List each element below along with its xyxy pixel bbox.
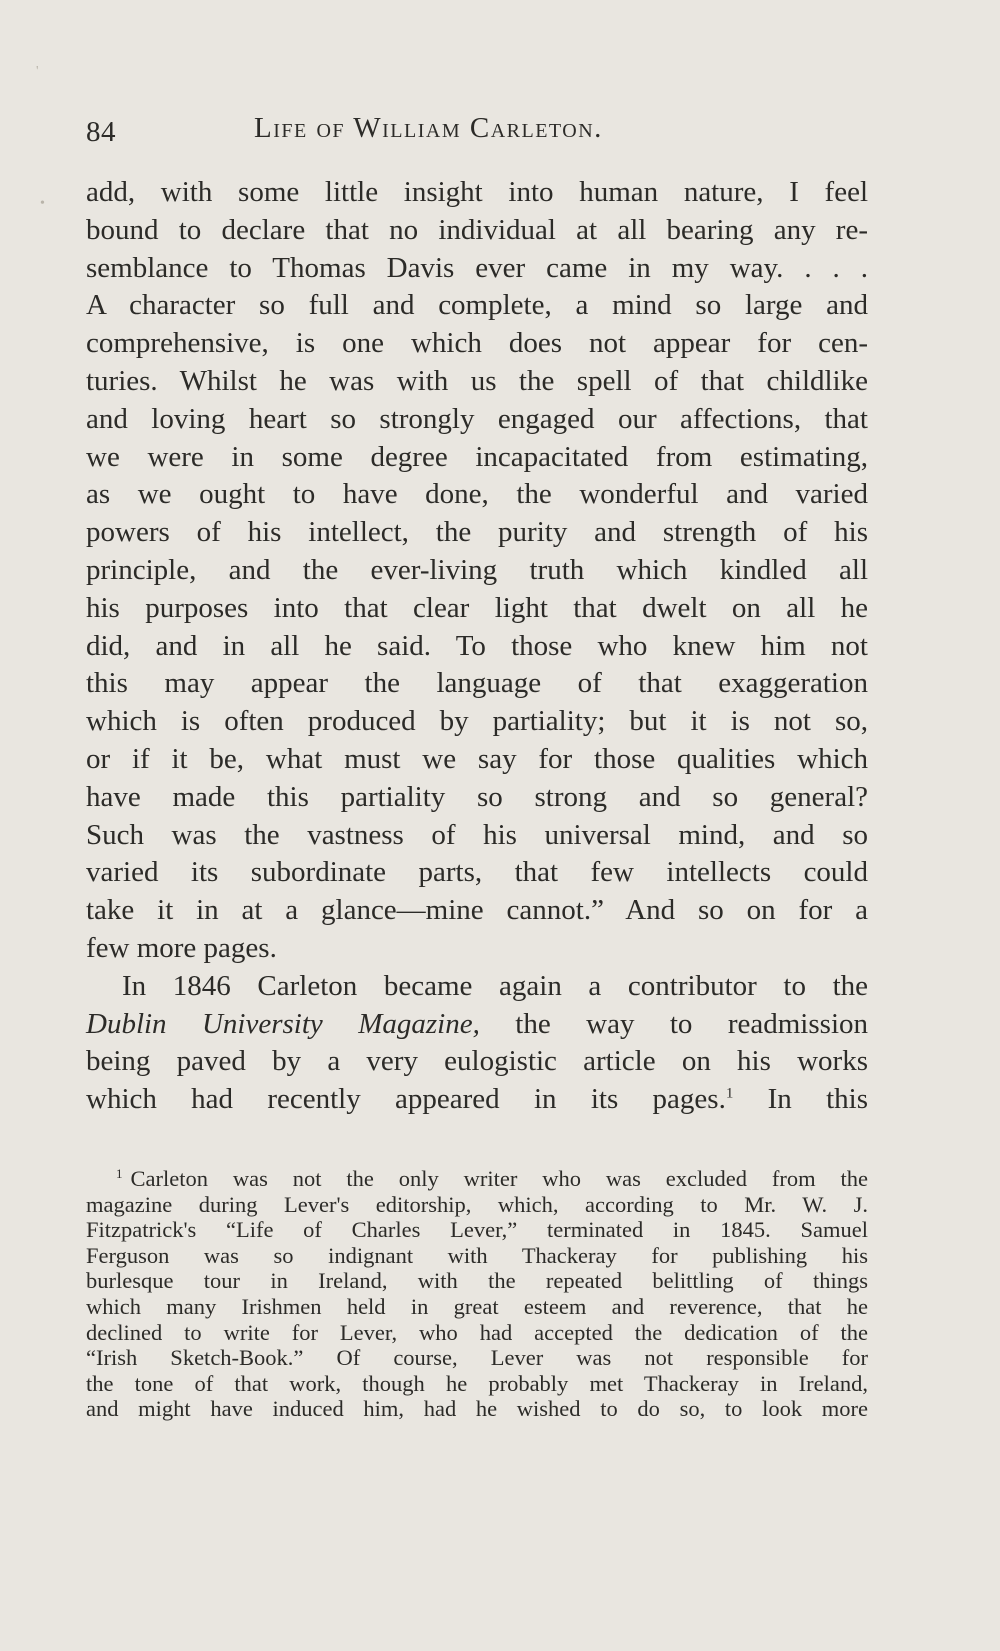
text-line: we were in some degree incapacitated from estimating, <box>86 440 868 473</box>
footnote-line: and might have induced him, had he wished to do so, to look more <box>86 1396 868 1422</box>
running-title: Life of William Carleton. <box>254 112 603 144</box>
text-line: his purposes into that clear light that dwelt on all he <box>86 591 868 624</box>
text-line: and loving heart so strongly engaged our affections, that <box>86 402 868 435</box>
text-line: have made this partiality so strong and so general? <box>86 780 868 813</box>
footnote-line: Ferguson was so indignant with Thackeray for publishing his <box>86 1242 868 1268</box>
footnote-text: Carleton was not the only writer who was excluded from the <box>130 1166 868 1191</box>
text-line <box>86 1081 868 1119</box>
text-line <box>86 1006 868 1044</box>
body-text <box>86 174 868 1119</box>
text-fragment: which had recently appeared in its pages. <box>86 1083 726 1116</box>
text-fragment: the way to readmission <box>479 1007 868 1040</box>
text-line: comprehensive, is one which does not appear for cen- <box>86 327 868 360</box>
text-line: semblance to Thomas Davis ever came in my way. . . . <box>86 251 868 284</box>
footnote-line: which many Irishmen held in great esteem and reverence, that he <box>86 1293 868 1319</box>
text-line: which is often produced by partiality; but it is not so, <box>86 705 868 738</box>
text-line: A character so full and complete, a mind so large and <box>86 289 868 322</box>
footnote-line: magazine during Lever's editorship, which, according to Mr. W. J. <box>86 1191 868 1217</box>
footnote-line: Fitzpatrick's “Life of Charles Lever,” terminated in 1845. Samuel <box>86 1217 868 1243</box>
text-line: add, with some little insight into human nature, I feel <box>86 176 868 208</box>
page-speck: ' <box>36 64 39 79</box>
footnote-line <box>86 1166 868 1192</box>
text-line: this may appear the language of that exaggeration <box>86 667 868 700</box>
footnote-line: burlesque tour in Ireland, with the repeated belittling of things <box>86 1268 868 1294</box>
text-line: bound to declare that no individual at all bearing any re- <box>86 213 868 246</box>
text-line: powers of his intellect, the purity and strength of his <box>86 516 868 549</box>
text-line: principle, and the ever-living truth which kindled all <box>86 553 868 586</box>
footnote-line: declined to write for Lever, who had accepted the dedication of the <box>86 1319 868 1345</box>
magazine-title: Dublin University Magazine, <box>86 1007 480 1040</box>
text-line: did, and in all he said. To those who knew him not <box>86 629 868 662</box>
page-header <box>86 110 876 150</box>
text-line: Such was the vastness of his universal mind, and so <box>86 818 868 851</box>
text-line: turies. Whilst he was with us the spell of that childlike <box>86 364 868 397</box>
page-number: 84 <box>86 116 116 148</box>
text-line: varied its subordinate parts, that few intellects could <box>86 856 868 889</box>
paragraph-start-line: In 1846 Carleton became again a contributor to the <box>122 969 868 1002</box>
text-line: as we ought to have done, the wonderful and varied <box>86 478 868 511</box>
text-line: or if it be, what must we say for those qualities which <box>86 742 868 775</box>
page-speck: • <box>40 196 45 211</box>
footnote <box>86 1166 868 1422</box>
footnote-marker: 1 <box>116 1165 123 1181</box>
text-line: take it in at a glance—mine cannot.” And so on for a <box>86 894 868 927</box>
text-line: few more pages. <box>86 931 277 964</box>
text-fragment: In this <box>733 1083 868 1116</box>
footnote-line: the tone of that work, though he probably met Thackeray in Ireland, <box>86 1370 868 1396</box>
footnote-line: “Irish Sketch-Book.” Of course, Lever was not responsible for <box>86 1345 868 1371</box>
text-line: being paved by a very eulogistic article on his works <box>86 1045 868 1078</box>
footnote-reference: 1 <box>725 1085 734 1102</box>
